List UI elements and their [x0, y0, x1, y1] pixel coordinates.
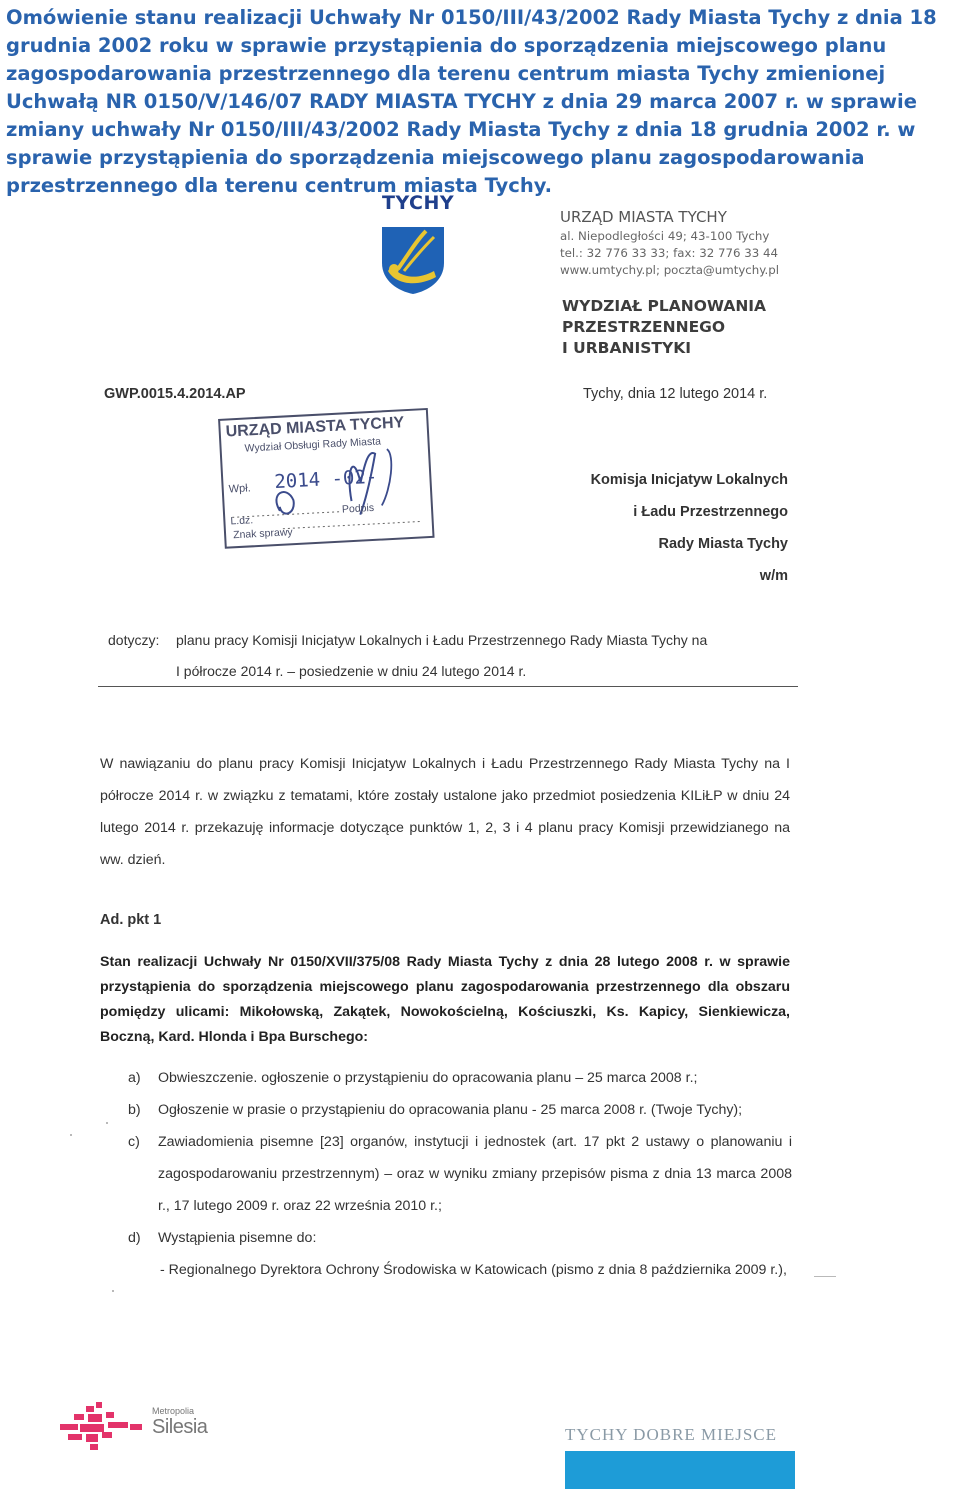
office-name: URZĄD MIASTA TYCHY	[560, 208, 727, 226]
tychy-slogan-logo	[565, 1425, 795, 1489]
received-stamp	[217, 407, 436, 550]
section-heading: Ad. pkt 1	[100, 912, 162, 928]
silesia-small-text: Metropolia	[152, 1406, 195, 1416]
silesia-mark-icon	[60, 1402, 146, 1450]
stamp-received-label: Wpł.	[228, 482, 252, 496]
tychy-crest-icon	[378, 214, 448, 306]
item-text: Obwieszczenie. ogłoszenie o przystąpieniu do opracowania planu – 25 marca 2008 r.;	[158, 1070, 698, 1086]
metropolia-silesia-logo	[60, 1402, 230, 1450]
office-contact	[560, 208, 779, 279]
subject-label: dotyczy:	[108, 632, 160, 648]
scan-speck	[106, 1122, 108, 1124]
stamp-division: Wydział Obsługi Rady Miasta	[244, 435, 382, 455]
slogan-text: TYCHY DOBRE MIEJSCE	[565, 1425, 777, 1444]
stamp-case-label: Znak sprawy	[232, 526, 293, 542]
slogan-bar	[565, 1451, 795, 1489]
department-name	[562, 296, 766, 359]
page-title: Omówienie stanu realizacji Uchwały Nr 0150/III/43/2002 Rady Miasta Tychy z dnia 18 grudnia 2002 roku w sprawie przystąpienia do sporządzenia miejscowego planu zagospodarowania przestrzennego dla terenu centrum miasta Tychy zmienionej Uchwałą NR 0150/V/146/07 RADY MIASTA TYCHY z dnia 29 marca 2007 r. w sprawie zmiany uchwały Nr 0150/III/43/2002 Rady Miasta Tychy z dnia 18 grudnia 2002 r. w sprawie przystąpienia do sporządzenia miejscowego planu zagospodarowania przestrzennego dla terenu centrum miasta Tychy.	[6, 6, 937, 197]
department-line: WYDZIAŁ PLANOWANIA	[562, 297, 767, 315]
department-line: PRZESTRZENNEGO	[562, 318, 726, 336]
reference-number: GWP.0015.4.2014.AP	[104, 386, 246, 402]
list-item	[128, 1126, 792, 1222]
office-phone: tel.: 32 776 33 33; fax: 32 776 33 44	[560, 246, 779, 260]
section-status: Stan realizacji Uchwały Nr 0150/XVII/375/08 Rady Miasta Tychy z dnia 28 lutego 2008 r. w sprawie przystąpienia do sporządzenia miejscowego planu zagospodarowania przestrzennego dla obszaru pomiędzy ulicami: Mikołowską, Zakątek, Nowokościelną, Kościuszki, Ks. Kapicy, Sienkiewicza, Boczną, Kard. Hlonda i Bpa Burschego:	[100, 954, 790, 1045]
office-web: www.umtychy.pl; poczta@umtychy.pl	[560, 263, 780, 277]
subject-line: I półrocze 2014 r. – posiedzenie w dniu 24 lutego 2014 r.	[176, 663, 527, 679]
subject-line: planu pracy Komisji Inicjatyw Lokalnych i Ładu Przestrzennego Rady Miasta Tychy na	[176, 632, 708, 648]
item-text: Ogłoszenie w prasie o przystąpieniu do opracowania planu - 25 marca 2008 r. (Twoje Tychy);	[158, 1102, 743, 1118]
list-item	[128, 1062, 792, 1094]
item-marker: c)	[128, 1134, 140, 1150]
item-text: Zawiadomienia pisemne [23] organów, instytucji i jednostek (art. 17 pkt 2 ustawy o planowaniu i zagospodarowaniu przestrzennym) – oraz w wyniku zmiany przepisów pisma z dnia 13 marca 2008 r., 17 lutego 2009 r. oraz 22 września 2010 r.;	[158, 1134, 792, 1214]
stamp-ld-label: L.dz.	[230, 514, 254, 528]
silesia-big-text: Silesia	[152, 1416, 208, 1438]
addressee-line: Rady Miasta Tychy	[658, 536, 788, 552]
addressee	[591, 464, 788, 592]
scan-speck	[70, 1134, 72, 1136]
list-item	[128, 1222, 792, 1254]
item-marker: b)	[128, 1102, 141, 1118]
stamp-office: URZĄD MIASTA TYCHY	[225, 414, 405, 441]
list-item	[128, 1094, 792, 1126]
stamp-received-date: 2014 -02-	[273, 465, 378, 494]
divider	[98, 686, 798, 687]
crest-label: TYCHY	[382, 192, 455, 214]
scan-speck	[814, 1276, 836, 1277]
department-line: I URBANISTYKI	[562, 339, 691, 357]
office-address: al. Niepodległości 49; 43-100 Tychy	[560, 229, 770, 243]
intro-paragraph: W nawiązaniu do planu pracy Komisji Inicjatyw Lokalnych i Ładu Przestrzennego Rady Miasta Tychy na I półrocze 2014 r. w związku z tematami, które zostały ustalone jako przedmiot posiedzenia KILiŁP w dniu 24 lutego 2014 r. przekazuję informacje dotyczące punktów 1, 2, 3 i 4 planu pracy Komisji przewidzianego na ww. dzień.	[100, 756, 790, 868]
addressee-line: i Ładu Przestrzennego	[633, 504, 788, 520]
scan-speck	[112, 1290, 114, 1292]
stamp-sign-label: Podpis	[341, 501, 375, 516]
subject	[108, 625, 798, 687]
sub-item: - Regionalnego Dyrektora Ochrony Środowiska w Katowicach (pismo z dnia 8 października 2009 r.),	[160, 1262, 787, 1278]
addressee-line: Komisja Inicjatyw Lokalnych	[590, 472, 788, 488]
item-text: Wystąpienia pisemne do:	[158, 1230, 317, 1246]
item-list	[128, 1062, 792, 1286]
letter-date: Tychy, dnia 12 lutego 2014 r.	[583, 386, 768, 402]
addressee-line: w/m	[759, 568, 788, 584]
item-marker: a)	[128, 1070, 141, 1086]
item-marker: d)	[128, 1230, 141, 1246]
